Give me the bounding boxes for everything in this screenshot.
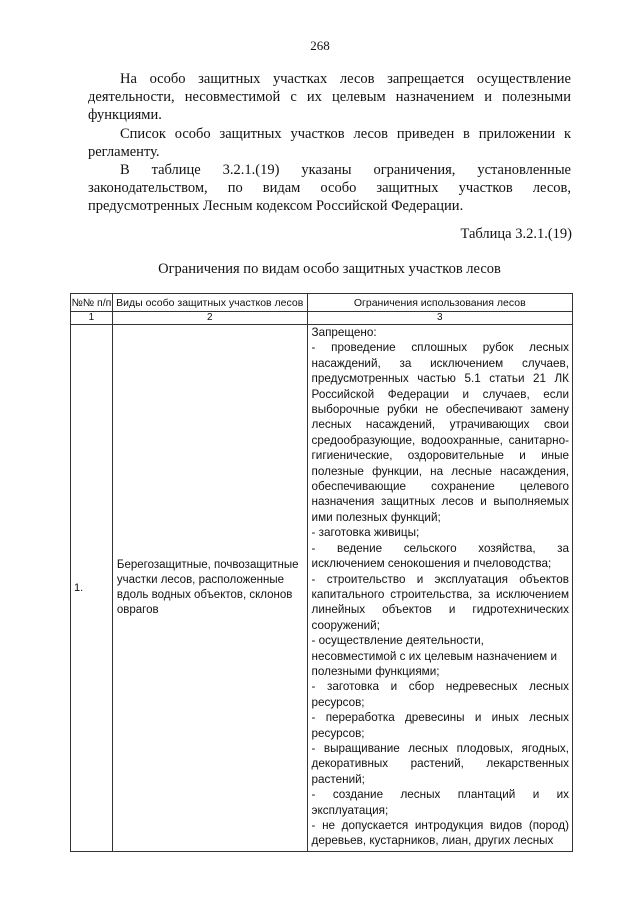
table-row [71,325,573,852]
table-reference: Таблица 3.2.1.(19) [460,226,572,242]
restriction-item: - не допускается интродукция видов (пород) деревьев, кустарников, лиан, других лесных [311,819,569,848]
paragraph-3: В таблице 3.2.1.(19) указаны ограничения, установленные законодательством, по видам особо защитных участков лесов, предусмотренных Лесным кодексом Российской Федерации. [88,162,571,214]
row-restrictions [307,325,572,852]
column-number-1: 1 [71,312,113,325]
restriction-item: - осуществление деятельности, несовместимой с их целевым назначением и полезными функциями; [311,634,557,678]
restriction-item: - переработка древесины и иных лесных ресурсов; [311,711,569,740]
header-number: №№ п/п [71,294,113,312]
restriction-item: - строительство и эксплуатация объектов капитального строительства, за исключением линейных объектов и гидротехнических сооружений; [311,572,569,632]
table-title: Ограничения по видам особо защитных участков лесов [158,261,501,277]
header-restrictions: Ограничения использования лесов [307,294,572,312]
row-number: 1. [71,325,113,852]
restriction-item: - создание лесных плантаций и их эксплуатация; [311,788,569,817]
page-number: 268 [310,38,330,53]
table-header-row [71,294,573,312]
restrictions-table [70,293,573,852]
restriction-item: - заготовка живицы; [311,526,420,540]
column-number-3: 3 [307,312,572,325]
paragraph-2: Список особо защитных участков лесов приведен в приложении к регламенту. [88,126,571,160]
row-forest-type: Берегозащитные, почвозащитные участки лесов, расположенные вдоль водных объектов, склонов оврагов [112,325,307,852]
restriction-heading: Запрещено: [311,326,377,339]
table-column-numbers [71,312,573,325]
paragraph-1: На особо защитных участках лесов запрещается осуществление деятельности, несовместимой с их целевым назначением и полезными функциями. [88,71,571,123]
restriction-item: - ведение сельского хозяйства, за исключением сенокошения и пчеловодства; [311,541,569,571]
restriction-item: - проведение сплошных рубок лесных насаждений, за исключением случаев, предусмотренных частью 5.1 статьи 21 ЛК Российской Федерации и случаев, если выборочные рубки не обеспечивают замену лесных насаждений, утрачивающих свои средообразующие, водоохранные, санитарно-гигиенические, оздоровительные и иные полезные функции, на лесные насаждения, обеспечивающие сохранение целевого назначения защитных лесов и выполняемых ими полезных функций; [311,341,569,524]
restriction-item: - заготовка и сбор недревесных лесных ресурсов; [311,680,569,709]
header-forest-type: Виды особо защитных участков лесов [112,294,307,312]
column-number-2: 2 [112,312,307,325]
restriction-item: - выращивание лесных плодовых, ягодных, декоративных растений, лекарственных растений; [311,741,569,786]
